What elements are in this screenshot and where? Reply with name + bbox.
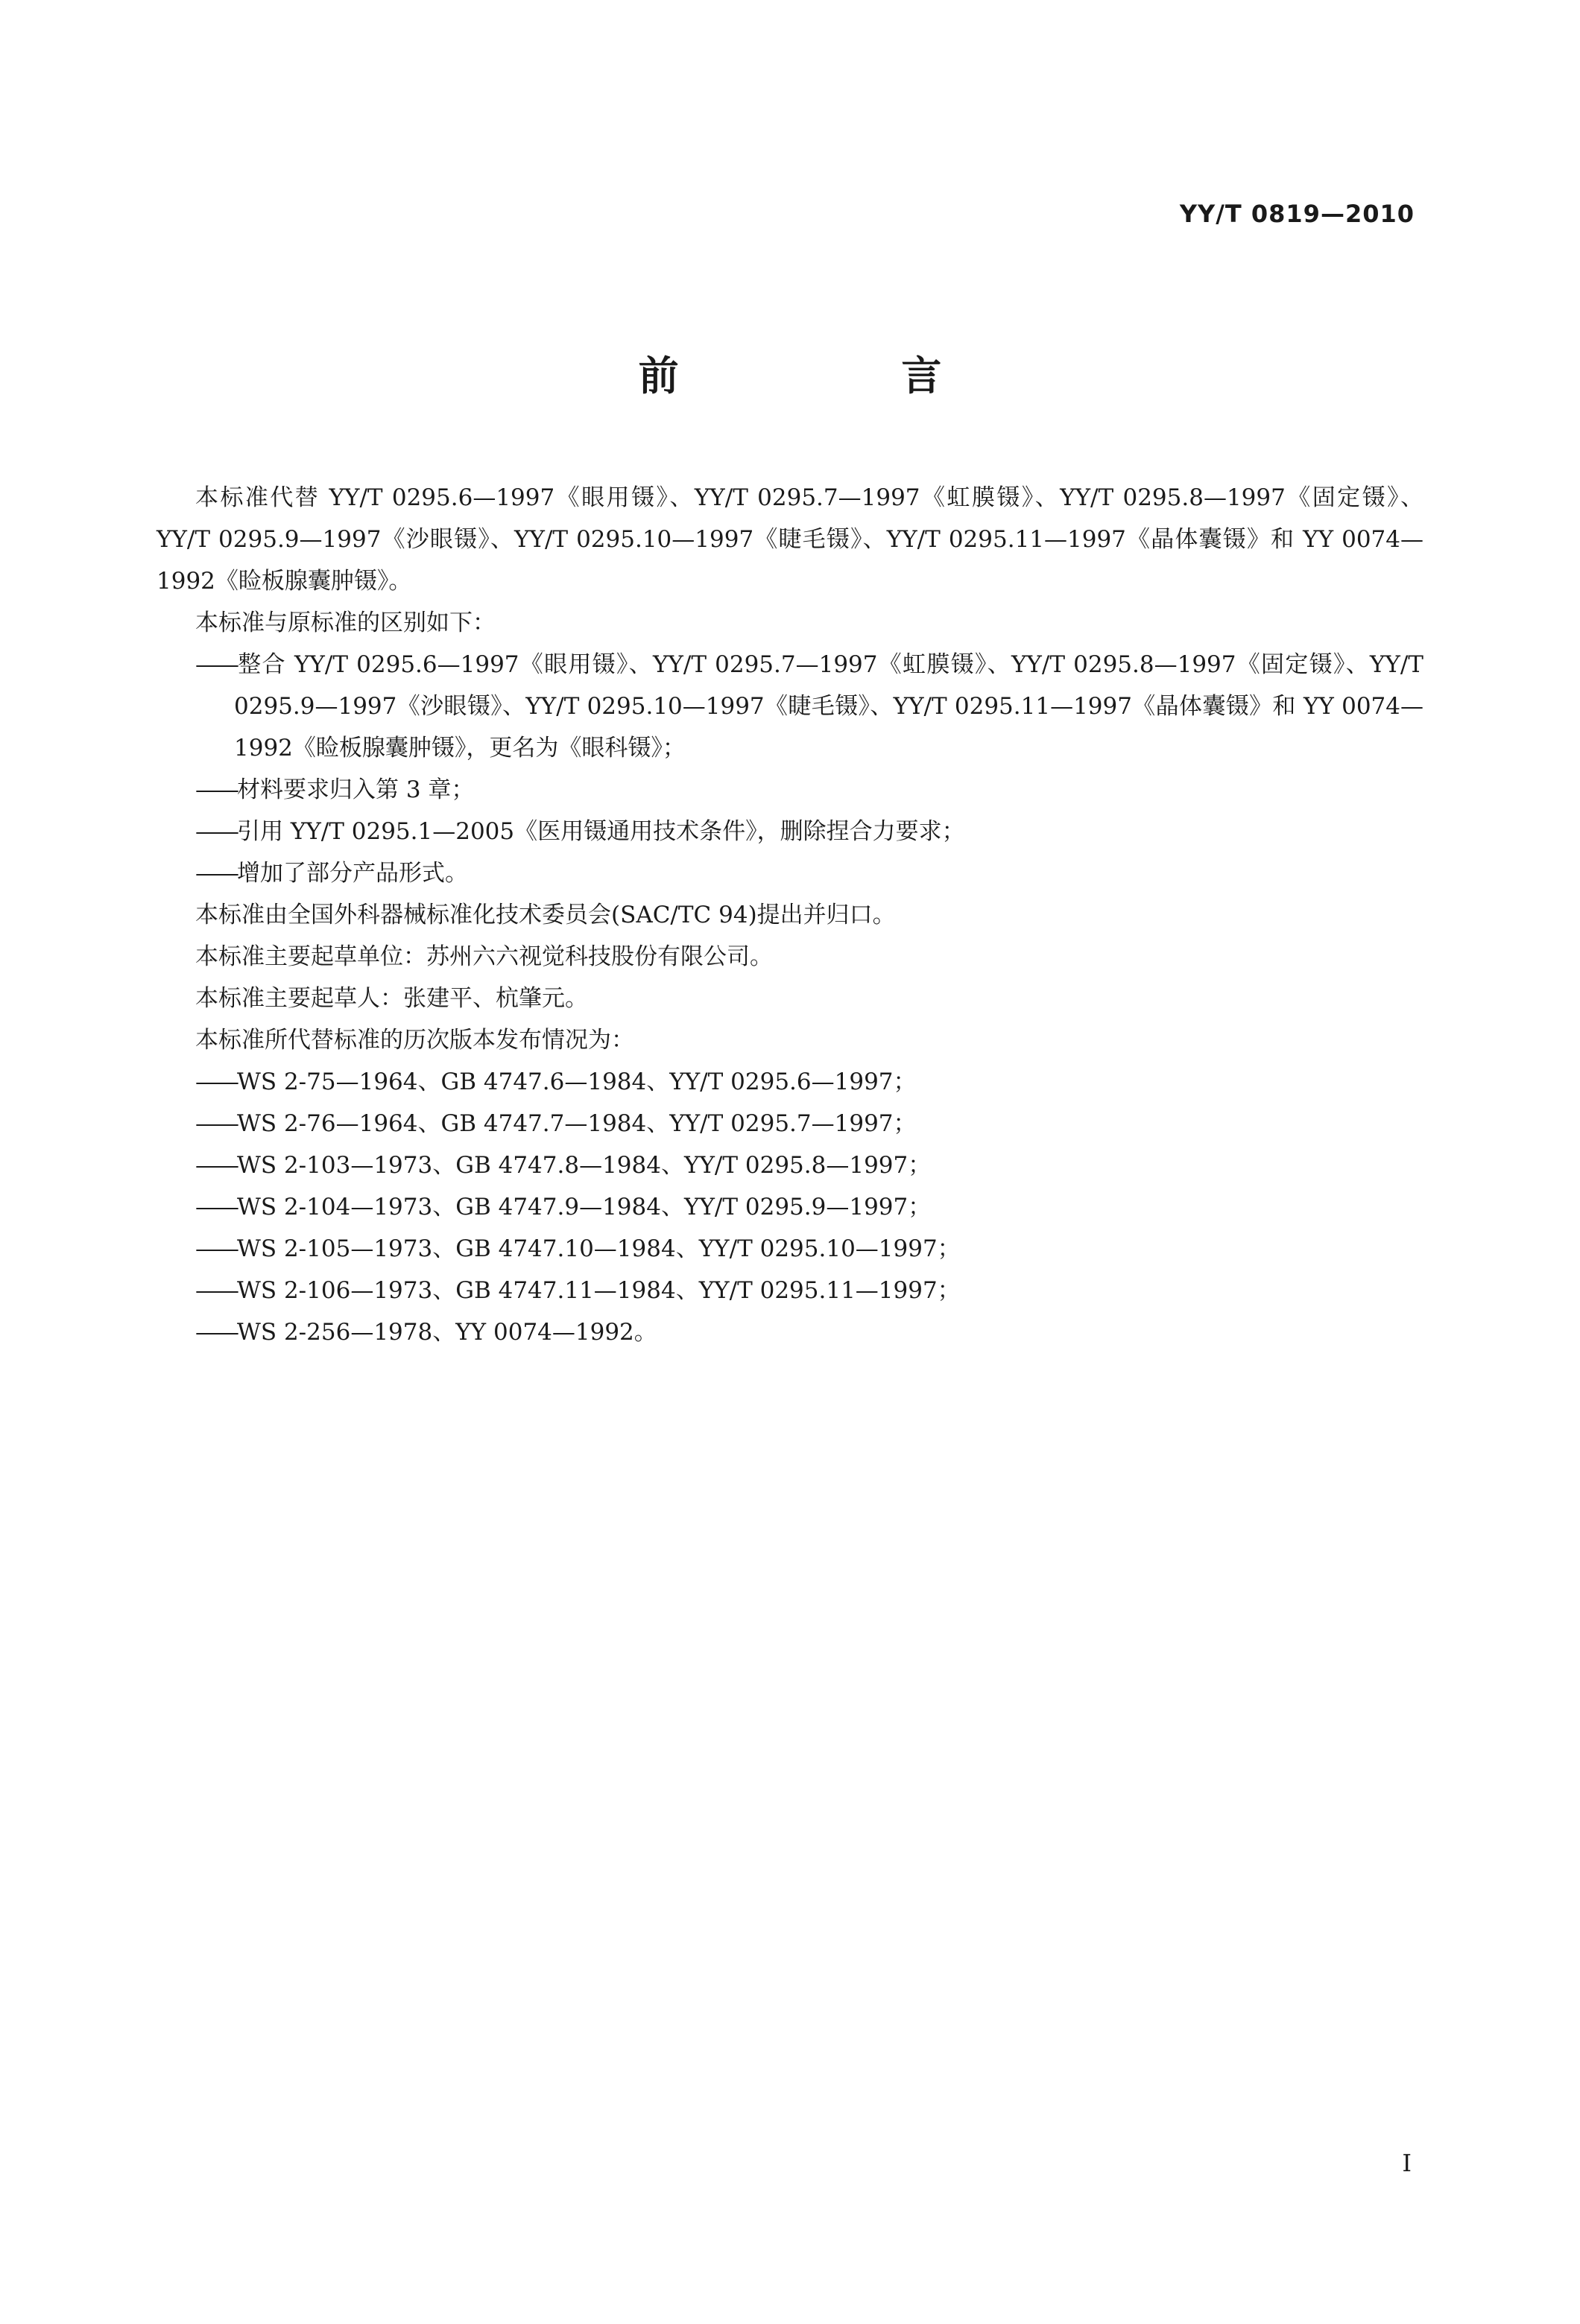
history-item xyxy=(157,1186,1423,1228)
dash-mark: —— xyxy=(195,1319,237,1346)
history-item xyxy=(157,1270,1423,1311)
list-item xyxy=(157,644,1423,769)
history-item xyxy=(157,1311,1423,1353)
drafters-paragraph: 本标准主要起草人：张建平、杭肇元。 xyxy=(195,985,588,1012)
history-item-text: WS 2-106—1973、GB 4747.11—1984、YY/T 0295.11—1997； xyxy=(237,1277,961,1304)
list-item xyxy=(157,852,1423,894)
list-item-text: 材料要求归入第 3 章； xyxy=(237,776,475,803)
dash-mark: —— xyxy=(195,776,237,803)
history-item-text: WS 2-76—1964、GB 4747.7—1984、YY/T 0295.7—1997； xyxy=(237,1110,917,1137)
history-item-text: WS 2-75—1964、GB 4747.6—1984、YY/T 0295.6—1997； xyxy=(237,1068,917,1095)
dash-mark: —— xyxy=(195,1194,237,1220)
list-item xyxy=(157,811,1423,852)
intro-paragraph: 本标准代替 YY/T 0295.6—1997《眼用镊》、YY/T 0295.7—1997《虹膜镊》、YY/T 0295.8—1997《固定镊》、YY/T 0295.9—1997《沙眼镊》、YY/T 0295.10—1997《睫毛镊》、YY/T 0295.11—1997《晶体囊镊》和 YY 0074—1992《睑板腺囊肿镊》。 xyxy=(157,484,1423,595)
history-heading: 本标准所代替标准的历次版本发布情况为： xyxy=(195,1027,634,1054)
history-item-text: WS 2-104—1973、GB 4747.9—1984、YY/T 0295.9—1997； xyxy=(237,1194,932,1220)
dash-mark: —— xyxy=(195,860,237,887)
history-item xyxy=(157,1061,1423,1103)
history-item xyxy=(157,1228,1423,1270)
list-item-text: 整合 YY/T 0295.6—1997《眼用镊》、YY/T 0295.7—1997《虹膜镊》、YY/T 0295.8—1997《固定镊》、YY/T 0295.9—1997《沙眼镊》、YY/T 0295.10—1997《睫毛镊》、YY/T 0295.11—1997《晶体囊镊》和 YY 0074—1992《睑板腺囊肿镊》，更名为《眼科镊》； xyxy=(234,651,1423,762)
history-item-text: WS 2-105—1973、GB 4747.10—1984、YY/T 0295.10—1997； xyxy=(237,1235,961,1262)
history-item xyxy=(157,1103,1423,1144)
dash-mark: —— xyxy=(195,651,237,678)
dash-mark: —— xyxy=(195,1277,237,1304)
list-item-text: 增加了部分产品形式。 xyxy=(237,860,468,887)
dash-mark: —— xyxy=(195,1235,237,1262)
differences-heading: 本标准与原标准的区别如下： xyxy=(195,610,496,636)
list-item xyxy=(157,769,1423,811)
dash-mark: —— xyxy=(195,818,237,845)
drafting-unit-paragraph: 本标准主要起草单位：苏州六六视觉科技股份有限公司。 xyxy=(195,943,773,970)
history-item xyxy=(157,1144,1423,1186)
standard-code: YY/T 0819—2010 xyxy=(1179,200,1415,228)
page-number: I xyxy=(1402,2149,1412,2177)
history-item-text: WS 2-256—1978、YY 0074—1992。 xyxy=(237,1319,657,1346)
document-body xyxy=(157,477,1423,1353)
history-item-text: WS 2-103—1973、GB 4747.8—1984、YY/T 0295.8—1997； xyxy=(237,1152,932,1179)
dash-mark: —— xyxy=(195,1068,237,1095)
list-item-text: 引用 YY/T 0295.1—2005《医用镊通用技术条件》，删除捏合力要求； xyxy=(237,818,965,845)
page-title: 前 言 xyxy=(638,352,1046,399)
dash-mark: —— xyxy=(195,1152,237,1179)
dash-mark: —— xyxy=(195,1110,237,1137)
proposer-paragraph: 本标准由全国外科器械标准化技术委员会(SAC/TC 94)提出并归口。 xyxy=(195,902,896,928)
